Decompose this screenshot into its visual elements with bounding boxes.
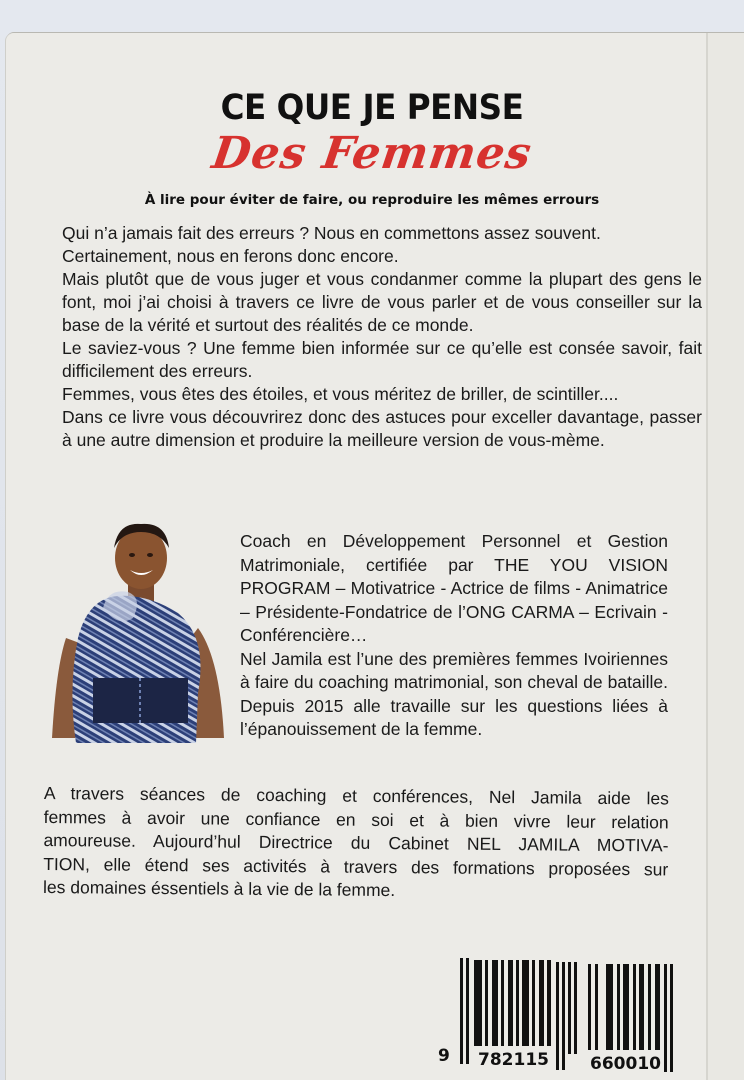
about-line: amoureuse. Aujourd’hul Directrice du Cabinet NEL JAMILA MOTIVA- xyxy=(43,829,669,856)
intro-paragraph: Dans ce livre vous découvrirez donc des astuces pour exceller davantage, passer à une autre dimension et produire la meilleure version de vous-mème. xyxy=(62,407,702,450)
about-line: A travers séances de coaching et conférences, Nel Jamila aide les xyxy=(43,782,669,809)
book-title: CE QUE JE PENSE xyxy=(220,88,524,128)
book-spine xyxy=(708,33,744,1080)
barcode-right-group: 660010 xyxy=(590,1054,661,1074)
author-portrait-icon xyxy=(48,518,228,743)
intro-paragraph: Certainement, nous en ferons donc encore. xyxy=(62,246,399,266)
intro-text-block xyxy=(62,222,702,452)
isbn-barcode xyxy=(438,956,680,1074)
author-bio-paragraph: Nel Jamila est l’une des premières femmes Ivoiriennes à faire du coaching matrimonial, son cheval de bataille. Depuis 2015 alle travaille sur les questions liées à l’épanouissement de la femme. xyxy=(240,648,668,739)
intro-paragraph: Le saviez-vous ? Une femme bien informée sur ce qu’elle est consée savoir, fait difficilement des erreurs. xyxy=(62,338,702,381)
barcode-left-group: 782115 xyxy=(478,1050,549,1070)
book-tagline: À lire pour éviter de faire, ou reproduire les mêmes errours xyxy=(144,192,600,208)
author-about-block xyxy=(43,782,669,905)
author-photo xyxy=(48,518,228,743)
book-title-script: Des Femmes xyxy=(208,128,536,179)
author-bio-paragraph: Coach en Développement Personnel et Gestion Matrimoniale, certifiée par THE YOU VISION PROGRAM – Motivatrice - Actrice de films - Animatrice – Présidente-Fondatrice de l’ONG CARMA – Ecrivain - Conférencière… xyxy=(240,531,668,645)
about-line: les domaines éssentiels à la vie de la femme. xyxy=(42,876,396,901)
about-line: TION, elle étend ses activités à travers des formations proposées sur xyxy=(43,853,669,879)
intro-paragraph: Mais plutôt que de vous juger et vous condanmer comme la plupart des gens le font, moi j’ai choisi à travers ce livre de vous parler et de vous conseiller sur la base de la vérité et surtout des réalités de ce monde. xyxy=(62,269,702,335)
intro-paragraph: Femmes, vous êtes des étoiles, et vous méritez de briller, de scintiller.... xyxy=(62,384,619,404)
intro-paragraph: Qui n’a jamais fait des erreurs ? Nous en commettons assez souvent. xyxy=(62,223,601,243)
barcode-lead-digit: 9 xyxy=(438,1046,450,1066)
author-bio-block xyxy=(240,530,668,742)
about-line: femmes à avoir une confiance en soi et à bien vivre leur relation xyxy=(43,806,669,832)
